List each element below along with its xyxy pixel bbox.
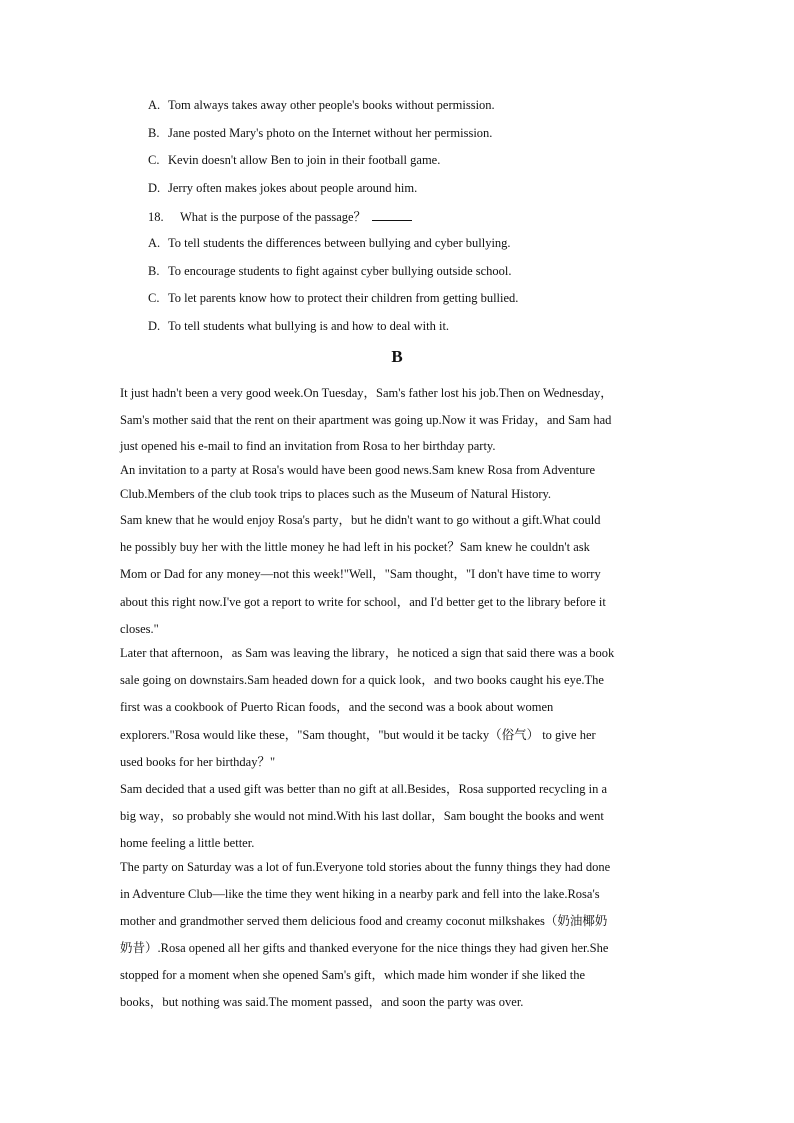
paragraph-line: explorers."Rosa would like these，"Sam thought，"but would it be tacky（俗气） to give her (120, 727, 596, 742)
option-letter: D. (148, 181, 161, 195)
q18-option-b (148, 263, 512, 279)
option-text: To tell students the differences between bullying and cyber bullying. (168, 236, 511, 250)
paragraph-line: The party on Saturday was a lot of fun.Everyone told stories about the funny things they had done (120, 860, 611, 874)
passage-paragraph-4 (120, 640, 680, 776)
answer-blank[interactable] (372, 208, 412, 221)
paragraph-line: books，but nothing was said.The moment passed，and soon the party was over. (120, 994, 524, 1009)
option-text: Jane posted Mary's photo on the Internet without her permission. (168, 126, 493, 140)
option-text: To let parents know how to protect their children from getting bullied. (168, 291, 519, 305)
q17-option-b (148, 125, 492, 141)
q18-option-d (148, 318, 449, 334)
option-letter: B. (148, 126, 160, 140)
q18-option-c (148, 290, 518, 306)
q17-option-d (148, 180, 417, 196)
passage-paragraph-2 (120, 458, 680, 506)
option-letter: B. (148, 264, 160, 278)
q17-option-a (148, 97, 495, 113)
section-heading: B (391, 347, 403, 366)
passage-paragraph-6 (120, 854, 680, 1015)
paragraph-line: about this right now.I've got a report to write for school，and I'd better get to the library before it (120, 594, 606, 609)
option-letter: A. (148, 98, 161, 112)
option-letter: A. (148, 236, 161, 250)
paragraph-line: Mom or Dad for any money—not this week!"Well，"Sam thought，"I don't have time to worry (120, 567, 601, 582)
question-number: 18. (148, 210, 164, 224)
q17-option-c (148, 152, 440, 168)
option-text: Jerry often makes jokes about people around him. (168, 181, 418, 195)
passage-paragraph-1 (120, 380, 680, 460)
option-text: To encourage students to fight against cyber bullying outside school. (168, 264, 512, 278)
option-letter: D. (148, 319, 161, 333)
paragraph-line: stopped for a moment when she opened Sam's gift，which made him wonder if she liked the (120, 967, 585, 982)
paragraph-line: just opened his e-mail to find an invitation from Rosa to her birthday party. (120, 439, 496, 453)
paragraph-line: Club.Members of the club took trips to places such as the Museum of Natural History. (120, 487, 552, 501)
paragraph-line: An invitation to a party at Rosa's would have been good news.Sam knew Rosa from Adventure (120, 463, 596, 477)
option-letter: C. (148, 291, 160, 305)
paragraph-line: It just hadn't been a very good week.On Tuesday，Sam's father lost his job.Then on Wednesday， (120, 386, 613, 400)
option-text: Tom always takes away other people's books without permission. (168, 98, 495, 112)
paragraph-line: sale going on downstairs.Sam headed down for a quick look，and two books caught his eye.The (120, 673, 604, 688)
passage-paragraph-5 (120, 776, 680, 857)
paragraph-line: first was a cookbook of Puerto Rican foods，and the second was a book about women (120, 700, 554, 715)
question-18 (148, 208, 412, 225)
option-text: Kevin doesn't allow Ben to join in their football game. (168, 153, 441, 167)
paragraph-line: home feeling a little better. (120, 836, 255, 850)
paragraph-line: big way，so probably she would not mind.With his last dollar，Sam bought the books and went (120, 809, 604, 823)
paragraph-line: Later that afternoon，as Sam was leaving the library，he noticed a sign that said there was a book (120, 646, 615, 660)
paragraph-line: Sam's mother said that the rent on their apartment was going up.Now it was Friday，and Sam had (120, 412, 612, 427)
paragraph-line: he possibly buy her with the little money he had left in his pocket？Sam knew he couldn't ask (120, 540, 590, 555)
q18-option-a (148, 235, 511, 251)
paragraph-line: used books for her birthday？" (120, 754, 276, 769)
paragraph-line: Sam decided that a used gift was better than no gift at all.Besides，Rosa supported recycling in a (120, 782, 608, 796)
option-letter: C. (148, 153, 160, 167)
paragraph-line: Sam knew that he would enjoy Rosa's party，but he didn't want to go without a gift.What could (120, 513, 601, 527)
question-text: What is the purpose of the passage？ (180, 210, 367, 224)
option-text: To tell students what bullying is and how to deal with it. (168, 319, 450, 333)
paragraph-line: closes." (120, 621, 159, 636)
passage-paragraph-3 (120, 507, 680, 643)
paragraph-line: in Adventure Club—like the time they went hiking in a nearby park and fell into the lake.Rosa's (120, 886, 600, 901)
paragraph-line: 奶昔）.Rosa opened all her gifts and thanked everyone for the nice things they had given her.She (120, 940, 609, 955)
paragraph-line: mother and grandmother served them delicious food and creamy coconut milkshakes（奶油椰奶 (120, 913, 608, 928)
